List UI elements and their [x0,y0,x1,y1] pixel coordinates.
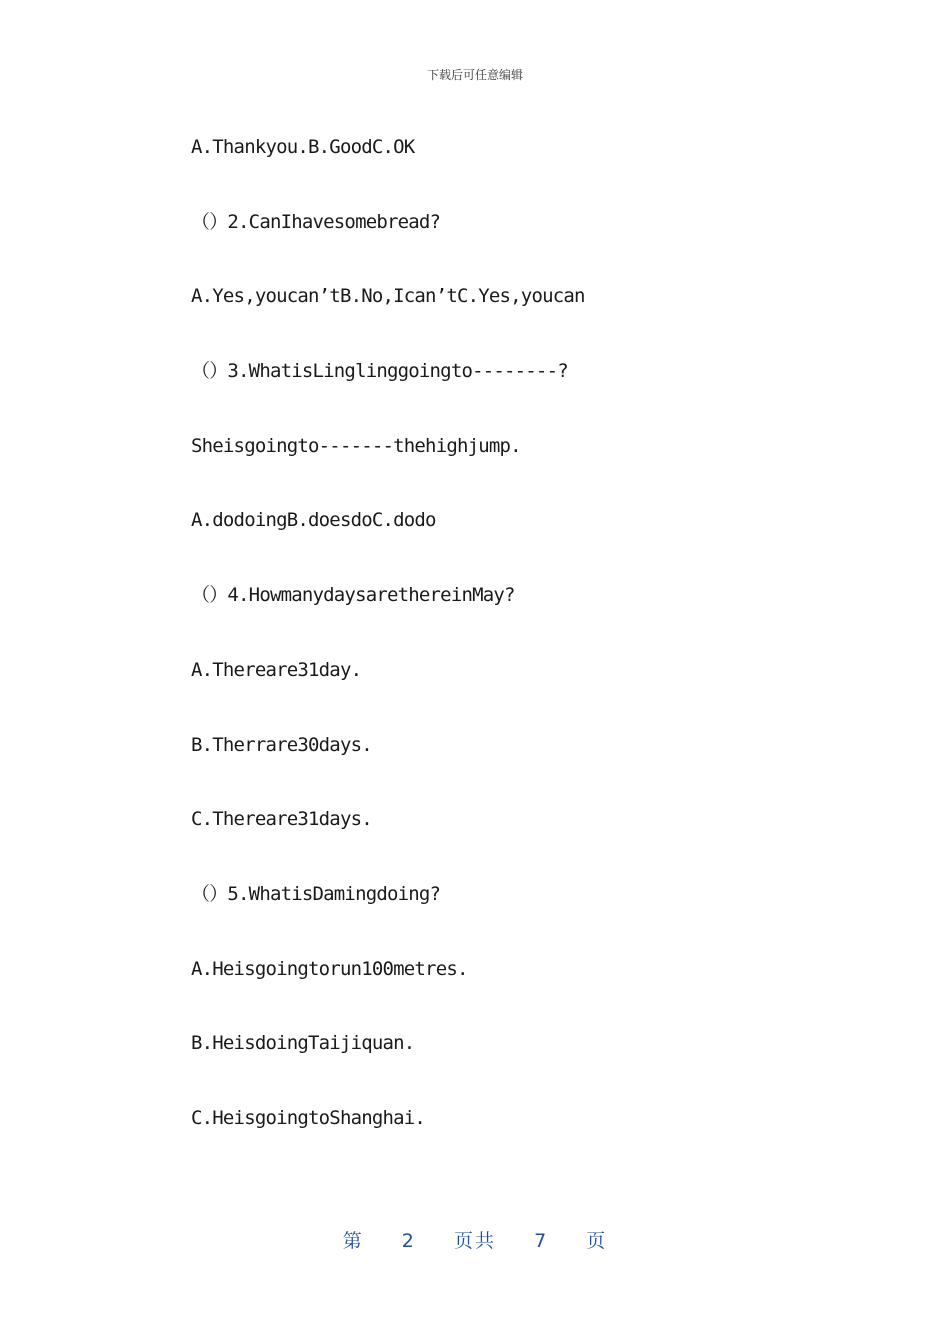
question-5: （）5.WhatisDamingdoing? [191,882,441,905]
page-label-mid: 页共 [453,1230,496,1252]
question-4: （）4.HowmanydaysarethereinMay? [191,584,515,607]
answer-options-q1: A.Thankyou.B.GoodC.OK [191,136,415,158]
document-body [191,128,891,1174]
page-label-prefix: 第 [342,1230,364,1252]
answer-options-q3: A.dodoingB.doesdoC.dodo [191,509,436,532]
total-pages-number: 7 [534,1230,549,1252]
page-label-suffix: 页 [586,1230,608,1252]
answer-option-q4-c: C.Thereare31days. [191,808,372,831]
page-footer [0,1226,950,1253]
answer-option-q5-a: A.Heisgoingtorun100metres. [191,957,468,980]
current-page-number: 2 [401,1230,416,1252]
page-header: 下载后可任意编辑 [426,68,523,82]
answer-option-q5-b: B.HeisdoingTaijiquan. [191,1032,415,1055]
question-3: （）3.WhatisLinglinggoingto--------? [191,360,568,383]
answer-option-q5-c: C.HeisgoingtoShanghai. [191,1106,426,1129]
answer-options-q2: A.Yes,youcan’tB.No,Ican’tC.Yes,youcan [191,285,585,308]
question-2: （）2.CanIhavesomebread? [191,210,441,233]
question-3-response: Sheisgoingto-------thehighjump. [191,434,521,457]
answer-option-q4-b: B.Therrare30days. [191,733,372,756]
answer-option-q4-a: A.Thereare31day. [191,658,362,681]
